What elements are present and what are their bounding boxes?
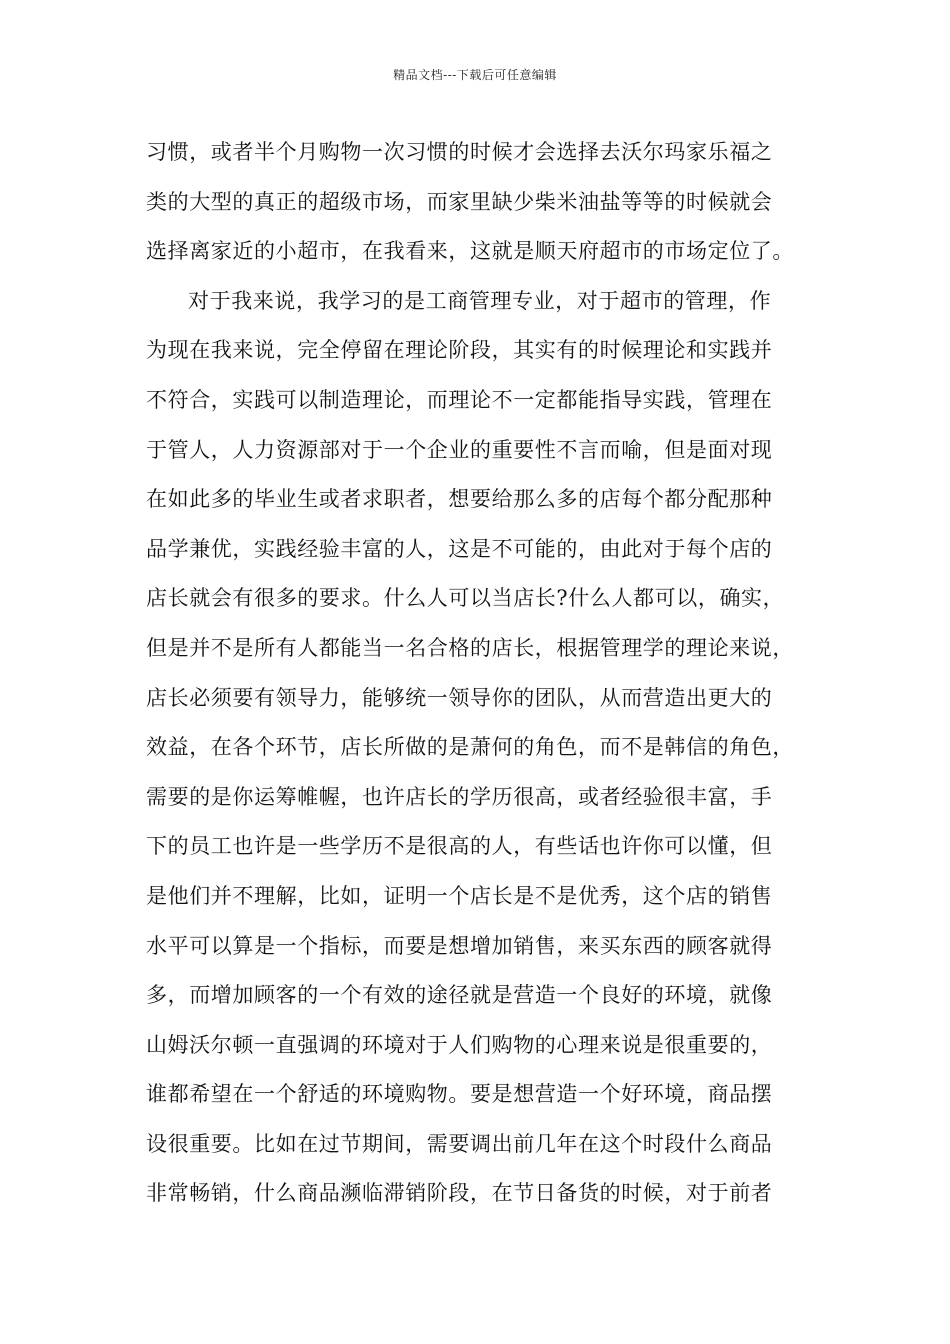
page-header: 精品文档---下载后可任意编辑 xyxy=(393,68,557,82)
body-line-6: 不符合，实践可以制造理论，而理论不一定都能指导实践，管理在 xyxy=(146,387,773,412)
body-line-21: 设很重要。比如在过节期间，需要调出前几年在这个时段什么商品 xyxy=(146,1131,773,1156)
body-line-11: 但是并不是所有人都能当一名合格的店长，根据管理学的理论来说， xyxy=(146,635,794,660)
body-line-14: 需要的是你运筹帷幄，也许店长的学历很高，或者经验很丰富，手 xyxy=(146,784,773,809)
body-line-12: 店长必须要有领导力，能够统一领导你的团队，从而营造出更大的 xyxy=(146,685,773,710)
body-line-15: 下的员工也许是一些学历不是很高的人，有些话也许你可以懂，但 xyxy=(146,834,773,859)
body-line-19: 山姆沃尔顿一直强调的环境对于人们购物的心理来说是很重要的， xyxy=(146,1032,773,1057)
body-line-16: 是他们并不理解，比如，证明一个店长是不是优秀，这个店的销售 xyxy=(146,883,773,908)
body-line-2: 类的大型的真正的超级市场，而家里缺少柴米油盐等等的时候就会 xyxy=(146,189,773,214)
body-line-8: 在如此多的毕业生或者求职者，想要给那么多的店每个都分配那种 xyxy=(146,487,773,512)
body-line-9: 品学兼优，实践经验丰富的人，这是不可能的，由此对于每个店的 xyxy=(146,536,773,561)
body-line-18: 多，而增加顾客的一个有效的途径就是营造一个良好的环境，就像 xyxy=(146,983,773,1008)
body-line-10: 店长就会有很多的要求。什么人可以当店长?什么人都可以，确实， xyxy=(146,586,785,611)
body-line-7: 于管人，人力资源部对于一个企业的重要性不言而喻，但是面对现 xyxy=(146,437,773,462)
body-line-17: 水平可以算是一个指标，而要是想增加销售，来买东西的顾客就得 xyxy=(146,933,773,958)
body-line-20: 谁都希望在一个舒适的环境购物。要是想营造一个好环境，商品摆 xyxy=(146,1082,773,1107)
body-line-13: 效益，在各个环节，店长所做的是萧何的角色，而不是韩信的角色， xyxy=(146,735,794,760)
body-line-5: 为现在我来说，完全停留在理论阶段，其实有的时候理论和实践并 xyxy=(146,338,773,363)
body-line-22: 非常畅销，什么商品濒临滞销阶段，在节日备货的时候，对于前者 xyxy=(146,1181,773,1206)
body-line-1: 习惯，或者半个月购物一次习惯的时候才会选择去沃尔玛家乐福之 xyxy=(146,140,773,164)
body-line-4: 对于我来说，我学习的是工商管理专业，对于超市的管理，作 xyxy=(188,288,772,313)
document-body xyxy=(146,128,826,1219)
body-line-3: 选择离家近的小超市，在我看来，这就是顺天府超市的市场定位了。 xyxy=(146,239,794,264)
